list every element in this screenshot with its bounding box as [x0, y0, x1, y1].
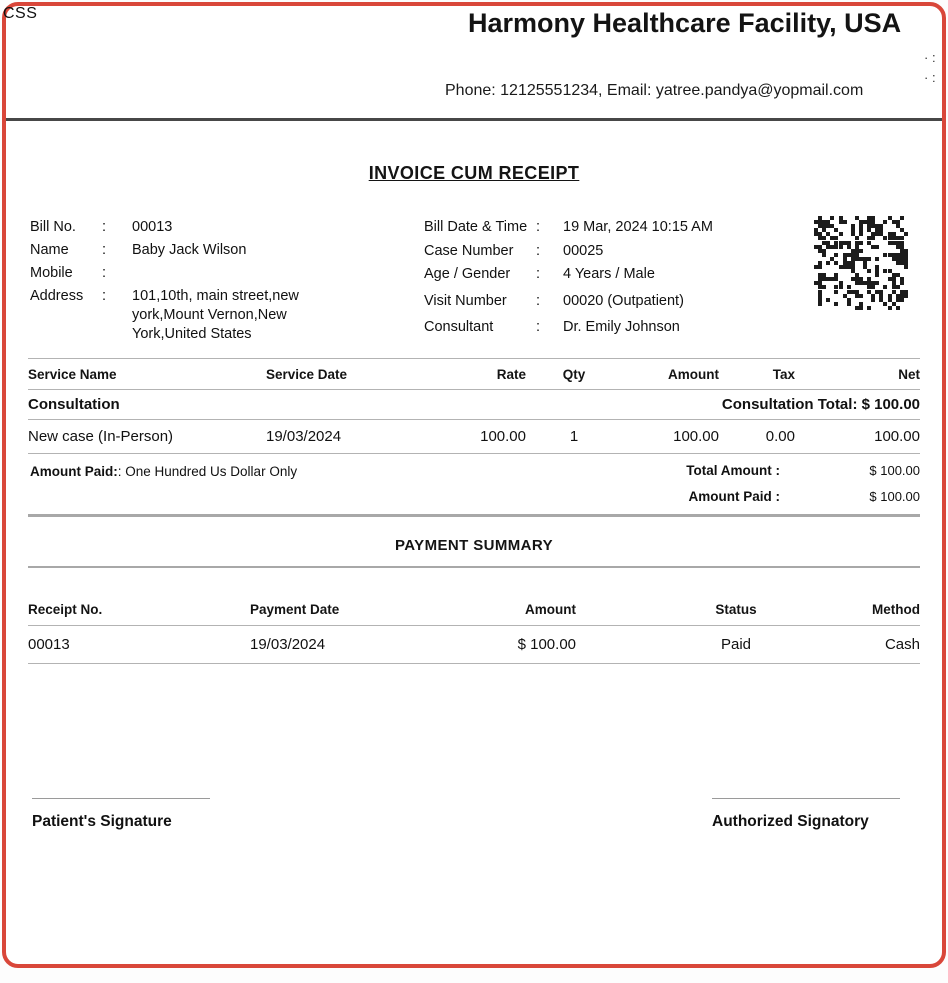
detail-label: Age / Gender	[424, 266, 511, 282]
services-table	[28, 358, 920, 454]
detail-label: Address	[30, 288, 84, 304]
detail-row-name	[30, 239, 360, 262]
amount-paid-row	[686, 484, 920, 510]
authorized-signatory-label: Authorized Signatory	[712, 813, 869, 830]
col-status: Status	[576, 594, 836, 626]
detail-row-mobile	[30, 262, 360, 285]
detail-label: Case Number	[424, 242, 514, 259]
payment-summary-divider	[28, 566, 920, 568]
detail-row-bill-date	[424, 216, 724, 240]
payment-date-cell: 19/03/2024	[250, 625, 452, 663]
invoice-header	[6, 6, 942, 118]
service-date-cell: 19/03/2024	[266, 420, 396, 454]
detail-separator: :	[536, 266, 541, 282]
total-amount-label: Total Amount :	[686, 463, 780, 478]
amount-in-words-text: : One Hundred Us Dollar Only	[117, 464, 298, 479]
payment-amount-cell: $ 100.00	[452, 625, 576, 663]
col-payment-amount: Amount	[452, 594, 576, 626]
totals-section	[28, 454, 920, 514]
detail-row-consultant	[424, 316, 724, 340]
amount-paid-label: Amount Paid :	[688, 489, 780, 504]
amount-in-words	[30, 464, 297, 479]
payments-header-row	[28, 594, 920, 626]
tax-cell: 0.00	[719, 420, 795, 454]
detail-value: 00025	[563, 242, 604, 259]
amount-paid-value: $ 100.00	[869, 489, 920, 504]
totals-rows	[686, 458, 920, 510]
detail-label: Consultant	[424, 319, 494, 335]
col-amount: Amount	[622, 359, 719, 390]
payment-summary-title: PAYMENT SUMMARY	[395, 536, 553, 554]
detail-row-visit-number	[424, 290, 724, 314]
detail-label: Name	[30, 242, 69, 258]
detail-row-address	[30, 285, 360, 344]
detail-value: Baby Jack Wilson	[132, 242, 247, 258]
css-label: CSS	[3, 5, 38, 22]
patient-details	[28, 216, 920, 344]
patient-signature-line	[32, 798, 210, 800]
services-header-row	[28, 359, 920, 390]
method-cell: Cash	[836, 625, 920, 663]
clipped-text-fragment: · :	[924, 70, 936, 85]
detail-separator: :	[536, 219, 541, 235]
col-service-date: Service Date	[266, 359, 396, 390]
amount-cell: 100.00	[622, 420, 719, 454]
clipped-text-fragment: · :	[924, 50, 936, 65]
patient-signature-label: Patient's Signature	[32, 813, 172, 830]
invoice-card	[2, 2, 946, 968]
col-rate: Rate	[396, 359, 526, 390]
totals-divider	[28, 514, 920, 517]
detail-separator: :	[102, 219, 107, 235]
patient-details-left	[30, 216, 360, 344]
facility-name: Harmony Healthcare Facility, USA	[468, 8, 902, 38]
detail-value: 00020 (Outpatient)	[563, 292, 684, 309]
net-cell: 100.00	[795, 420, 920, 454]
document-title-wrap	[28, 163, 920, 184]
qr-code	[814, 216, 908, 310]
payment-summary-table	[28, 594, 920, 664]
detail-label: Mobile	[30, 265, 73, 281]
detail-label: Visit Number	[424, 292, 507, 309]
detail-value: 4 Years / Male	[563, 266, 655, 282]
service-group-name: Consultation	[28, 390, 396, 420]
col-payment-date: Payment Date	[250, 594, 452, 626]
signatures-section	[28, 798, 920, 858]
qty-cell: 1	[526, 420, 622, 454]
document-title: INVOICE CUM RECEIPT	[368, 163, 580, 183]
detail-separator: :	[102, 265, 107, 281]
rate-cell: 100.00	[396, 420, 526, 454]
service-group-row	[28, 390, 920, 420]
col-qty: Qty	[526, 359, 622, 390]
header-divider	[6, 118, 942, 121]
detail-separator: :	[102, 242, 107, 258]
detail-separator: :	[102, 288, 107, 304]
patient-signature-block	[32, 798, 210, 832]
authorized-signatory-line	[712, 798, 900, 800]
detail-separator: :	[536, 242, 541, 259]
total-amount-row	[686, 458, 920, 484]
amount-in-words-label: Amount Paid:	[30, 464, 118, 479]
patient-details-right	[424, 216, 724, 340]
col-receipt-no: Receipt No.	[28, 594, 250, 626]
col-tax: Tax	[719, 359, 795, 390]
authorized-signatory-block	[712, 798, 900, 832]
detail-value: 00013	[132, 219, 173, 235]
detail-label: Bill Date & Time	[424, 219, 528, 235]
total-amount-value: $ 100.00	[869, 463, 920, 478]
service-group-total: Consultation Total: $ 100.00	[396, 390, 920, 420]
payment-row	[28, 625, 920, 663]
detail-row-case-number	[424, 240, 724, 264]
invoice-content	[6, 163, 942, 858]
contact-line: Phone: 12125551234, Email: yatree.pandya@yopmail.com	[445, 82, 864, 99]
detail-value: 101,10th, main street,new york,Mount Vernon,New York,United States	[132, 288, 299, 342]
detail-separator: :	[536, 319, 541, 335]
receipt-no-cell: 00013	[28, 625, 250, 663]
detail-separator: :	[536, 292, 541, 309]
service-name-cell: New case (In-Person)	[28, 420, 266, 454]
col-method: Method	[836, 594, 920, 626]
col-service-name: Service Name	[28, 359, 266, 390]
detail-value: 19 Mar, 2024 10:15 AM	[563, 219, 713, 235]
detail-row-age-gender	[424, 263, 724, 287]
detail-value: Dr. Emily Johnson	[563, 319, 680, 335]
status-cell: Paid	[576, 625, 836, 663]
detail-label: Bill No.	[30, 219, 76, 235]
detail-row-bill-no	[30, 216, 360, 239]
col-net: Net	[795, 359, 920, 390]
service-row	[28, 420, 920, 454]
